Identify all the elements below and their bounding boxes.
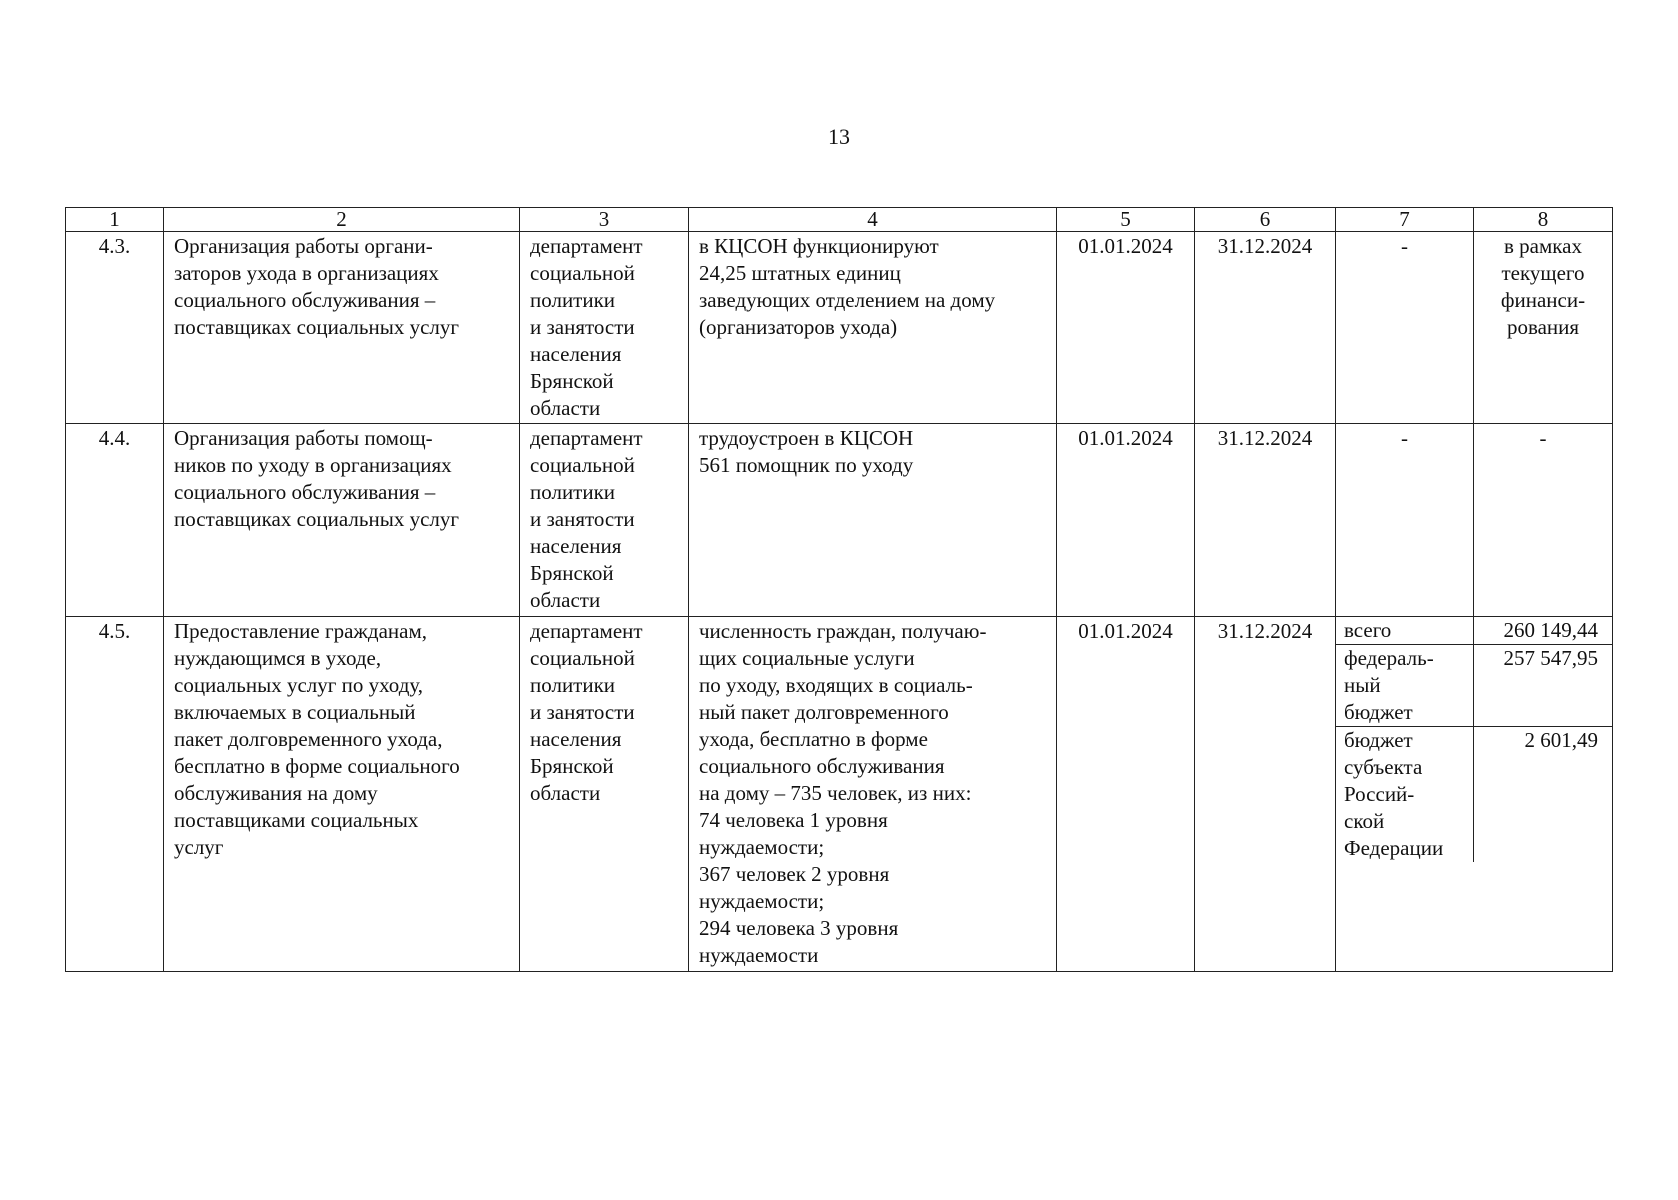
page-number: 13	[828, 124, 850, 149]
responsible-line: Брянской	[530, 369, 614, 393]
financing-row	[1336, 617, 1612, 645]
event-line: обслуживания на дому	[174, 781, 378, 805]
result-line: ухода, бесплатно в форме	[699, 727, 928, 751]
financing-label	[1336, 645, 1474, 727]
end-date: 31.12.2024	[1195, 617, 1336, 972]
event-line: социальных услуг по уходу,	[174, 673, 424, 697]
responsible-line: населения	[530, 534, 622, 558]
event-line: услуг	[174, 835, 224, 859]
responsible-cell	[520, 424, 689, 617]
result-line: в КЦСОН функционируют	[699, 234, 939, 258]
responsible-line: департамент	[530, 426, 643, 450]
event-line: нуждающимся в уходе,	[174, 646, 382, 670]
responsible-line: социальной	[530, 261, 635, 285]
result-cell	[689, 617, 1057, 972]
financing-cell	[1336, 617, 1613, 972]
financing-amount: 260 149,44	[1474, 617, 1613, 645]
financing-amount: 257 547,95	[1474, 645, 1613, 727]
responsible-line: населения	[530, 727, 622, 751]
responsible-line: социальной	[530, 646, 635, 670]
event-line: пакет долговременного ухода,	[174, 727, 443, 751]
table-row	[66, 232, 1613, 424]
financing-label	[1336, 727, 1474, 863]
responsible-line: политики	[530, 480, 616, 504]
plan-table	[65, 207, 1613, 972]
financing-label	[1336, 617, 1474, 645]
financing-amount: 2 601,49	[1524, 728, 1598, 752]
responsible-line: и занятости	[530, 700, 635, 724]
header-row	[66, 208, 1613, 232]
responsible-line: и занятости	[530, 315, 635, 339]
table-row	[66, 424, 1613, 617]
column-number-header: 8	[1474, 208, 1613, 232]
result-line: трудоустроен в КЦСОН	[699, 426, 914, 450]
responsible-cell	[520, 232, 689, 424]
responsible-line: Брянской	[530, 754, 614, 778]
start-date: 01.01.2024	[1057, 424, 1195, 617]
event-line: Организация работы органи-	[174, 234, 433, 258]
amount-line: текущего	[1501, 261, 1585, 285]
responsible-line: социальной	[530, 453, 635, 477]
responsible-line: политики	[530, 288, 616, 312]
event-line: Предоставление гражданам,	[174, 619, 428, 643]
responsible-cell	[520, 617, 689, 972]
column-number-header: 3	[520, 208, 689, 232]
funding-source: -	[1336, 424, 1474, 617]
event-cell	[164, 617, 520, 972]
result-line: социального обслуживания	[699, 754, 945, 778]
row-number: 4.3.	[66, 232, 164, 424]
funding-amount: -	[1474, 424, 1613, 617]
start-date: 01.01.2024	[1057, 232, 1195, 424]
responsible-line: департамент	[530, 234, 643, 258]
event-line: заторов ухода в организациях	[174, 261, 439, 285]
result-line: ный пакет долговременного	[699, 700, 949, 724]
financing-label-line: Россий-	[1344, 782, 1415, 806]
financing-label-line: субъекта	[1344, 755, 1423, 779]
financing-label-line: бюджет	[1344, 700, 1413, 724]
result-line: щих социальные услуги	[699, 646, 915, 670]
responsible-line: политики	[530, 673, 616, 697]
column-number-header: 2	[164, 208, 520, 232]
event-line: Организация работы помощ-	[174, 426, 433, 450]
responsible-line: области	[530, 396, 601, 420]
row-number: 4.4.	[66, 424, 164, 617]
funding-source: -	[1336, 232, 1474, 424]
responsible-line: населения	[530, 342, 622, 366]
result-line: нуждаемости	[699, 943, 819, 967]
event-line: поставщиках социальных услуг	[174, 507, 459, 531]
row-number: 4.5.	[66, 617, 164, 972]
responsible-line: области	[530, 588, 601, 612]
result-line: заведующих отделением на дому	[699, 288, 996, 312]
financing-label-line: ный	[1344, 673, 1381, 697]
responsible-line: и занятости	[530, 507, 635, 531]
event-line: поставщиками социальных	[174, 808, 419, 832]
result-line: численность граждан, получаю-	[699, 619, 987, 643]
column-number-header: 6	[1195, 208, 1336, 232]
table-row	[66, 617, 1613, 972]
financing-label-line: ской	[1344, 809, 1385, 833]
financing-row	[1336, 645, 1612, 727]
responsible-line: области	[530, 781, 601, 805]
event-cell	[164, 424, 520, 617]
event-line: поставщиках социальных услуг	[174, 315, 459, 339]
responsible-line: Брянской	[530, 561, 614, 585]
financing-label-line: Федерации	[1344, 836, 1444, 860]
financing-label-line: всего	[1344, 618, 1392, 642]
result-line: 24,25 штатных единиц	[699, 261, 901, 285]
column-number-header: 7	[1336, 208, 1474, 232]
event-line: включаемых в социальный	[174, 700, 416, 724]
start-date: 01.01.2024	[1057, 617, 1195, 972]
event-line: бесплатно в форме социального	[174, 754, 460, 778]
result-line: нуждаемости;	[699, 835, 825, 859]
event-line: ников по уходу в организациях	[174, 453, 452, 477]
result-line: (организаторов ухода)	[699, 315, 898, 339]
result-cell	[689, 232, 1057, 424]
financing-label-line: бюджет	[1344, 728, 1413, 752]
financing-breakdown	[1336, 617, 1612, 862]
event-cell	[164, 232, 520, 424]
column-number-header: 5	[1057, 208, 1195, 232]
column-number-header: 1	[66, 208, 164, 232]
funding-amount	[1474, 232, 1613, 424]
result-line: 561 помощник по уходу	[699, 453, 914, 477]
amount-line: рования	[1506, 315, 1580, 339]
result-line: 367 человек 2 уровня	[699, 862, 890, 886]
financing-row	[1336, 727, 1612, 863]
column-number-header: 4	[689, 208, 1057, 232]
result-cell	[689, 424, 1057, 617]
event-line: социального обслуживания –	[174, 288, 436, 312]
end-date: 31.12.2024	[1195, 232, 1336, 424]
result-line: на дому – 735 человек, из них:	[699, 781, 972, 805]
responsible-line: департамент	[530, 619, 643, 643]
event-line: социального обслуживания –	[174, 480, 436, 504]
amount-line: финанси-	[1500, 288, 1586, 312]
financing-label-line: федераль-	[1344, 646, 1434, 670]
end-date: 31.12.2024	[1195, 424, 1336, 617]
result-line: 294 человека 3 уровня	[699, 916, 899, 940]
result-line: нуждаемости;	[699, 889, 825, 913]
result-line: по уходу, входящих в социаль-	[699, 673, 973, 697]
result-line: 74 человека 1 уровня	[699, 808, 888, 832]
amount-line: в рамках	[1504, 234, 1582, 258]
